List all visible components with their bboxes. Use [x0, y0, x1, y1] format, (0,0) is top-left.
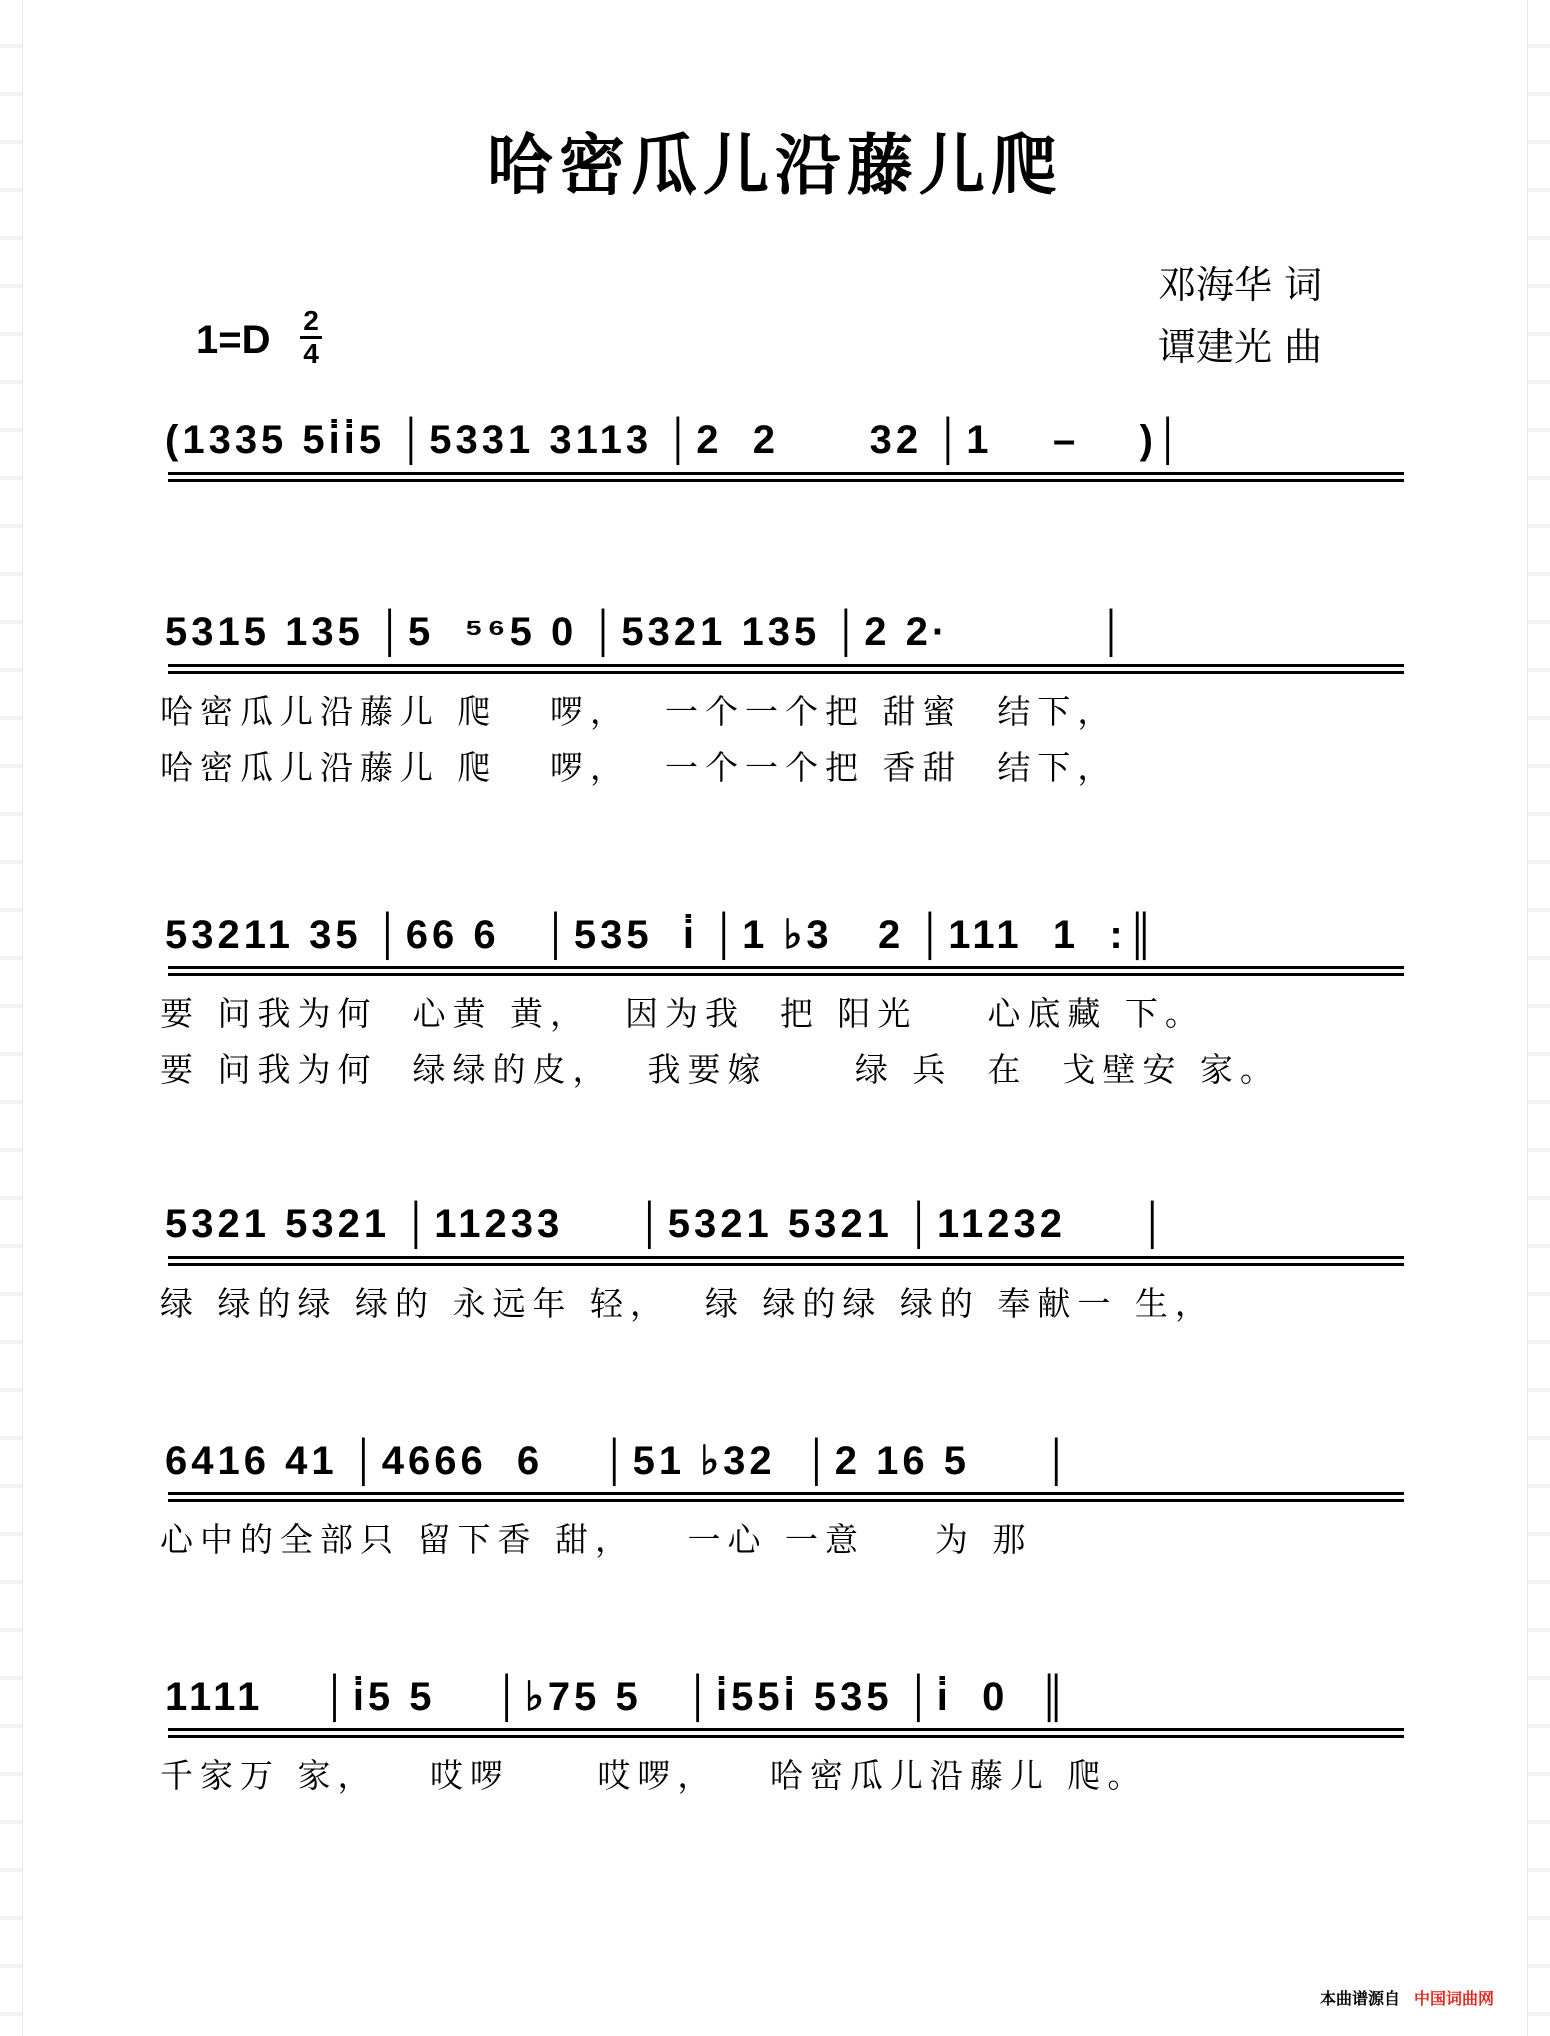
- notes-line: 5321 5321 │11233 │5321 5321 │11232 │: [165, 1202, 1171, 1246]
- notes-line: 53211 35 │66 6 │535 i̇ │1 ♭3 2 │111 1 :║: [165, 913, 1159, 957]
- footer-brand-link[interactable]: 中国词曲网: [1414, 1991, 1495, 2008]
- credits: [1158, 254, 1322, 378]
- footer-source: [1320, 1986, 1494, 2009]
- lyric-verse-1: 哈密瓜儿沿藤儿 爬 啰， 一个一个把 甜蜜 结下，: [160, 692, 1118, 731]
- beam-lines: [168, 472, 1404, 482]
- lyric-verse-1: 心中的全部只 留下香 甜， 一心 一意 为 那: [160, 1520, 1033, 1559]
- key-signature: 1=D: [196, 318, 271, 362]
- lyric-verse-2: 哈密瓜儿沿藤儿 爬 啰， 一个一个把 香甜 结下，: [160, 748, 1118, 787]
- lyric-verse-1: 要 问我为何 心黄 黄， 因为我 把 阳光 心底藏 下。: [160, 994, 1205, 1033]
- notes-line: 1111 │i̇5 5 │♭75 5 │i̇55i̇ 535 │i̇ 0 ║: [165, 1675, 1071, 1719]
- lyric-verse-2: 要 问我为何 绿绿的皮， 我要嫁 绿 兵 在 戈壁安 家。: [160, 1050, 1280, 1089]
- beam-lines: [168, 966, 1404, 976]
- time-signature: [300, 306, 322, 369]
- left-margin-strip: [0, 0, 23, 2036]
- beam-lines: [168, 1492, 1404, 1502]
- notes-line: (1335 5i̇i̇5 │5331 3113 │2 2 32 │1 – )│: [165, 418, 1186, 462]
- beam-lines: [168, 664, 1404, 674]
- meter-top: 2: [300, 306, 322, 339]
- right-margin-strip: [1527, 0, 1550, 2036]
- lyric-verse-1: 千家万 家， 哎啰 哎啰， 哈密瓜儿沿藤儿 爬。: [160, 1756, 1148, 1795]
- beam-lines: [168, 1728, 1404, 1738]
- footer-source-label: 本曲谱源自: [1320, 1991, 1401, 2008]
- lyric-verse-1: 绿 绿的绿 绿的 永远年 轻， 绿 绿的绿 绿的 奉献一 生，: [160, 1284, 1215, 1323]
- lyricist-credit: 邓海华 词: [1158, 263, 1323, 307]
- beam-lines: [168, 1256, 1404, 1266]
- composer-credit: 谭建光 曲: [1158, 325, 1323, 369]
- meter-bottom: 4: [303, 338, 319, 369]
- notes-line: 6416 41 │4666 6 │51 ♭32 │2 16 5 │: [165, 1439, 1075, 1483]
- song-title: 哈密瓜儿沿藤儿爬: [487, 126, 1063, 204]
- notes-line: 5315 135 │5 ⁵⁶5 0 │5321 135 │2 2· │: [165, 610, 1130, 654]
